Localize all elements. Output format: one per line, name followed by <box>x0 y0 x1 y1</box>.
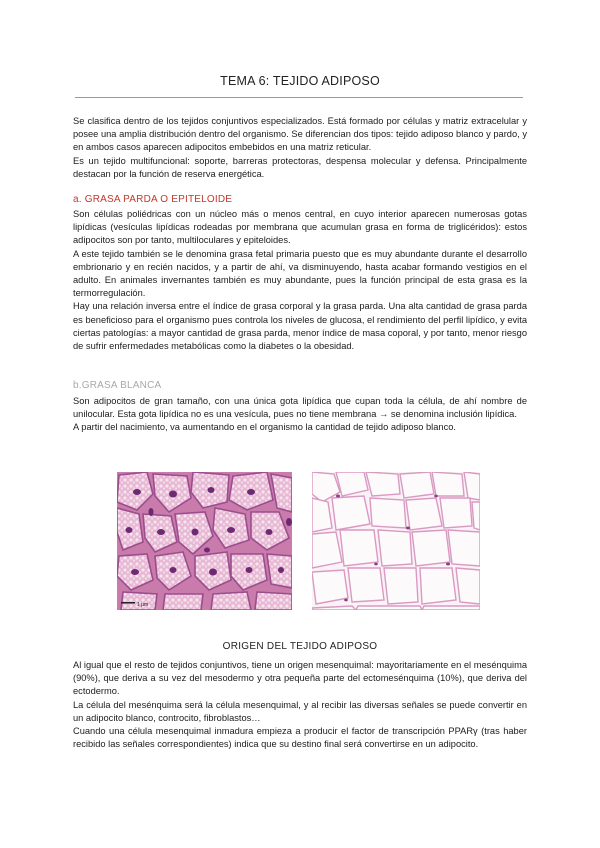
section-c-paragraph: La célula del mesénquima será la célula mesenquimal, y al recibir las diversas señales se puede convertir en un adipocito blanco, controcito, fibroblastos… <box>73 699 527 723</box>
page-title: TEMA 6: TEJIDO ADIPOSO <box>220 74 380 88</box>
section-a-paragraph: Son células poliédricas con un núcleo más o menos central, en cuyo interior aparecen numerosas gotas lipídicas (vesículas lipídicas rodeadas por membrana que acumulan grasa en forma de triglicéridos): estos adipocitos son por tanto, multiloculares y epiteloides. <box>73 209 527 246</box>
section-b-paragraph: A partir del nacimiento, va aumentando en el organismo la cantidad de tejido adiposo blanco. <box>73 422 456 433</box>
section-c-paragraph: Cuando una célula mesenquimal inmadura empieza a producir el factor de transcripción PPARγ (tras haber recibido las señales correspondientes) indica que su destino final será convertirse en un adipocito. <box>73 726 527 750</box>
brown-fat-image <box>117 472 292 610</box>
section-b-heading: b.GRASA BLANCA <box>73 380 162 391</box>
section-a-body <box>73 208 527 353</box>
section-c-paragraph: Al igual que el resto de tejidos conjuntivos, tiene un origen mesenquimal: mayoritariamente en el mesénquima (90%), que deriva a su vez del mesodermo y otra pequeña parte del ectomesénquima (10%), que deriva del ectodermo. <box>73 660 527 697</box>
intro-paragraph: Se clasifica dentro de los tejidos conjuntivos especializados. Está formado por células y matriz extracelular y posee una amplia distribución dentro del organismo. Se diferencian dos tipos: tejido adiposo blanco y pardo, y en ambos casos aparecen adipocitos embebidos en una matriz reticular. <box>73 116 527 153</box>
brown-fat-micrograph <box>117 472 292 610</box>
section-a-paragraph: Hay una relación inversa entre el índice de grasa corporal y la grasa parda. Una alta cantidad de grasa parda es beneficioso para el organismo pues controla los niveles de glucosa, el rendimiento del perfil lipídico, y evita ciertas patologías: a mayor cantidad de grasa parda, menor índice de masa coporal, y por tanto, menor riesgo de sufrir enfermedades metabólicas como la diabetes o la obesidad. <box>73 301 527 352</box>
intro-paragraph: Es un tejido multifuncional: soporte, barreras protectoras, despensa molecular y defensa. Principalmente destacan por la función de reserva energética. <box>73 155 527 179</box>
title-divider <box>75 97 523 98</box>
white-fat-image <box>312 472 480 610</box>
scale-bar-label: 1 µm <box>137 602 149 608</box>
section-a-heading: a. GRASA PARDA O EPITELOIDE <box>73 194 233 205</box>
white-fat-micrograph <box>312 472 480 610</box>
intro-block <box>73 115 527 181</box>
section-c-body <box>73 659 527 751</box>
section-a-paragraph: A este tejido también se le denomina grasa fetal primaria puesto que es muy abundante durante el desarrollo embrionario y en recién nacidos, y a partir de ahí, va disminuyendo, hasta acabar formando vestigios en el adulto. En animales invernantes también es muy abundante, pues la función principal de esta grasa es la termorregulación. <box>73 248 527 299</box>
section-b-body <box>73 395 527 435</box>
section-b-paragraph: Son adipocitos de gran tamaño, con una única gota lipídica que cupan toda la célula, de ahí nombre de unilocular. Esta gota lipídica no es una vesícula, pues no tiene membrana → se denomina inclusión lipídica. <box>73 396 527 420</box>
section-c-heading: ORIGEN DEL TEJIDO ADIPOSO <box>222 641 378 652</box>
scale-bar <box>121 602 135 604</box>
